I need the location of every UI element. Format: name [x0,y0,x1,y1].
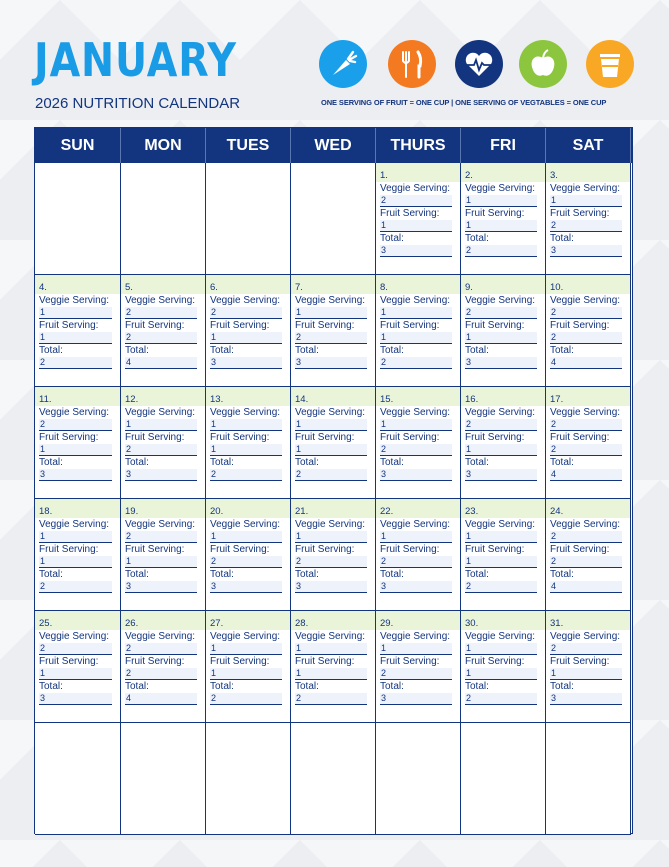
fruit-label: Fruit Serving: [295,544,355,555]
total-value[interactable]: 2 [39,357,112,369]
veggie-label: Veggie Serving: [295,519,366,530]
veggie-label: Veggie Serving: [465,295,536,306]
fruit-value[interactable]: 1 [380,332,452,344]
total-label: Total: [295,569,319,580]
day-cell [546,163,631,275]
total-label: Total: [465,457,489,468]
total-value[interactable]: 2 [210,469,282,481]
day-number: 2. [461,163,545,182]
veggie-value[interactable]: 1 [380,307,452,319]
veggie-value[interactable]: 1 [465,643,537,655]
fruit-label: Fruit Serving: [39,320,99,331]
fruit-label: Fruit Serving: [295,320,355,331]
fruit-value[interactable]: 2 [295,332,367,344]
total-value[interactable]: 3 [125,581,197,593]
veggie-label: Veggie Serving: [125,519,196,530]
day-cell [461,275,546,387]
weekday-sun: SUN [35,128,121,163]
total-label: Total: [380,345,404,356]
total-value[interactable]: 3 [550,245,622,257]
total-value[interactable]: 4 [550,469,622,481]
total-label: Total: [210,681,234,692]
empty-day-cell [121,723,206,835]
veggie-value[interactable]: 2 [550,307,622,319]
total-label: Total: [380,457,404,468]
total-value[interactable]: 3 [380,469,452,481]
day-number: 17. [546,387,630,406]
day-number: 1. [376,163,460,182]
total-value[interactable]: 3 [295,581,367,593]
empty-day-cell [376,723,461,835]
total-label: Total: [210,569,234,580]
fruit-value[interactable]: 1 [39,668,112,680]
total-label: Total: [550,345,574,356]
fruit-label: Fruit Serving: [125,320,185,331]
fruit-value[interactable]: 2 [550,444,622,456]
total-value[interactable]: 3 [465,469,537,481]
fruit-value[interactable]: 1 [210,668,282,680]
veggie-value[interactable]: 1 [380,643,452,655]
fruit-value[interactable]: 1 [465,332,537,344]
veggie-value[interactable]: 1 [380,419,452,431]
fruit-value[interactable]: 2 [125,444,197,456]
total-value[interactable]: 3 [295,357,367,369]
total-value[interactable]: 4 [125,693,197,705]
day-number: 31. [546,611,630,630]
total-label: Total: [125,345,149,356]
veggie-value[interactable]: 2 [550,419,622,431]
day-cell [206,387,291,499]
veggie-value[interactable]: 1 [210,531,282,543]
fruit-value[interactable]: 2 [550,220,622,232]
fruit-label: Fruit Serving: [550,208,610,219]
veggie-label: Veggie Serving: [39,519,110,530]
fruit-value[interactable]: 1 [465,220,537,232]
day-cell [546,275,631,387]
veggie-value[interactable]: 1 [295,419,367,431]
total-value[interactable]: 3 [39,693,112,705]
empty-day-cell [121,163,206,275]
fruit-value[interactable]: 1 [295,444,367,456]
weekday-mon: MON [121,128,206,163]
fruit-label: Fruit Serving: [125,544,185,555]
fruit-value[interactable]: 1 [465,556,537,568]
veggie-label: Veggie Serving: [380,183,451,194]
day-cell [291,611,376,723]
veggie-label: Veggie Serving: [125,407,196,418]
total-label: Total: [380,569,404,580]
day-cell [461,387,546,499]
total-value[interactable]: 3 [380,245,452,257]
total-label: Total: [465,345,489,356]
weekday-header [35,128,632,163]
veggie-label: Veggie Serving: [39,631,110,642]
day-cell [206,499,291,611]
fruit-label: Fruit Serving: [380,656,440,667]
veggie-label: Veggie Serving: [210,631,281,642]
day-cell [35,275,121,387]
veggie-label: Veggie Serving: [550,295,621,306]
total-value[interactable]: 4 [550,581,622,593]
fruit-label: Fruit Serving: [465,544,525,555]
veggie-label: Veggie Serving: [39,407,110,418]
veggie-value[interactable]: 2 [125,643,197,655]
veggie-value[interactable]: 1 [39,531,112,543]
fruit-label: Fruit Serving: [380,320,440,331]
total-label: Total: [39,457,63,468]
total-label: Total: [550,569,574,580]
veggie-value[interactable]: 1 [380,531,452,543]
veggie-label: Veggie Serving: [465,407,536,418]
total-label: Total: [295,345,319,356]
total-value[interactable]: 3 [39,469,112,481]
serving-note: ONE SERVING OF FRUIT = ONE CUP | ONE SERVING OF VEGTABLES = ONE CUP [321,98,607,107]
veggie-value[interactable]: 1 [295,531,367,543]
day-number: 7. [291,275,375,294]
empty-day-cell [461,723,546,835]
fruit-value[interactable]: 2 [380,444,452,456]
veggie-label: Veggie Serving: [465,183,536,194]
veggie-label: Veggie Serving: [380,631,451,642]
veggie-value[interactable]: 1 [295,307,367,319]
fruit-value[interactable]: 2 [550,332,622,344]
veggie-label: Veggie Serving: [550,631,621,642]
total-label: Total: [550,457,574,468]
veggie-value[interactable]: 1 [210,643,282,655]
total-value[interactable]: 3 [380,693,452,705]
day-number: 27. [206,611,290,630]
day-number: 6. [206,275,290,294]
total-label: Total: [380,233,404,244]
total-label: Total: [210,345,234,356]
veggie-label: Veggie Serving: [380,295,451,306]
fruit-value[interactable]: 1 [39,332,112,344]
day-number: 3. [546,163,630,182]
empty-day-cell [35,723,121,835]
veggie-value[interactable]: 2 [125,307,197,319]
veggie-label: Veggie Serving: [295,407,366,418]
veggie-value[interactable]: 1 [550,195,622,207]
day-number: 14. [291,387,375,406]
fruit-label: Fruit Serving: [550,432,610,443]
total-label: Total: [380,681,404,692]
fruit-value[interactable]: 2 [380,556,452,568]
veggie-label: Veggie Serving: [295,295,366,306]
fruit-value[interactable]: 1 [465,668,537,680]
total-value[interactable]: 3 [550,693,622,705]
empty-day-cell [546,723,631,835]
total-label: Total: [295,457,319,468]
veggie-value[interactable]: 2 [550,531,622,543]
empty-day-cell [291,723,376,835]
day-cell [376,387,461,499]
veggie-label: Veggie Serving: [39,295,110,306]
empty-day-cell [35,163,121,275]
day-number: 10. [546,275,630,294]
fruit-value[interactable]: 2 [380,668,452,680]
veggie-label: Veggie Serving: [380,407,451,418]
veggie-value[interactable]: 2 [465,419,537,431]
total-label: Total: [39,681,63,692]
fruit-value[interactable]: 1 [295,668,367,680]
veggie-value[interactable]: 1 [39,307,112,319]
veggie-label: Veggie Serving: [550,407,621,418]
day-number: 23. [461,499,545,518]
weekday-fri: FRI [461,128,546,163]
fruit-label: Fruit Serving: [39,432,99,443]
veggie-value[interactable]: 1 [210,419,282,431]
empty-day-cell [206,163,291,275]
total-label: Total: [465,233,489,244]
fruit-label: Fruit Serving: [380,432,440,443]
day-number: 13. [206,387,290,406]
empty-day-cell [291,163,376,275]
fruit-label: Fruit Serving: [125,656,185,667]
weekday-tues: TUES [206,128,291,163]
total-label: Total: [550,681,574,692]
day-number: 20. [206,499,290,518]
fruit-value[interactable]: 2 [295,556,367,568]
empty-day-cell [206,723,291,835]
fruit-label: Fruit Serving: [210,320,270,331]
fruit-label: Fruit Serving: [550,656,610,667]
apple-icon [519,40,567,88]
day-number: 15. [376,387,460,406]
veggie-value[interactable]: 2 [465,307,537,319]
day-cell [291,275,376,387]
weekday-sat: SAT [546,128,631,163]
veggie-value[interactable]: 1 [465,195,537,207]
day-number: 11. [35,387,120,406]
veggie-value[interactable]: 2 [550,643,622,655]
veggie-label: Veggie Serving: [465,631,536,642]
day-number: 29. [376,611,460,630]
total-value[interactable]: 2 [465,581,537,593]
fruit-label: Fruit Serving: [465,320,525,331]
day-cell [546,611,631,723]
fruit-label: Fruit Serving: [465,208,525,219]
veggie-label: Veggie Serving: [295,631,366,642]
total-value[interactable]: 2 [39,581,112,593]
day-cell [461,499,546,611]
day-number: 12. [121,387,205,406]
fruit-value[interactable]: 1 [39,444,112,456]
fruit-value[interactable]: 1 [125,556,197,568]
fruit-value[interactable]: 2 [210,556,282,568]
fruit-value[interactable]: 1 [210,444,282,456]
total-label: Total: [39,345,63,356]
fruit-label: Fruit Serving: [465,432,525,443]
day-cell [461,163,546,275]
day-number: 22. [376,499,460,518]
total-label: Total: [465,569,489,580]
day-number: 24. [546,499,630,518]
veggie-label: Veggie Serving: [550,519,621,530]
total-label: Total: [210,457,234,468]
icon-row [319,40,634,90]
day-number: 21. [291,499,375,518]
fruit-label: Fruit Serving: [210,656,270,667]
day-cell [376,611,461,723]
calendar-subtitle: 2026 NUTRITION CALENDAR [35,95,241,112]
total-label: Total: [125,569,149,580]
day-number: 30. [461,611,545,630]
veggie-label: Veggie Serving: [380,519,451,530]
fruit-value[interactable]: 1 [465,444,537,456]
fruit-value[interactable]: 2 [125,668,197,680]
fruit-label: Fruit Serving: [550,320,610,331]
fruit-label: Fruit Serving: [125,432,185,443]
day-cell [376,275,461,387]
total-value[interactable]: 3 [125,469,197,481]
total-value[interactable]: 2 [295,693,367,705]
total-value[interactable]: 2 [465,245,537,257]
total-value[interactable]: 4 [550,357,622,369]
total-value[interactable]: 2 [380,357,452,369]
total-label: Total: [125,681,149,692]
day-cell [376,163,461,275]
veggie-label: Veggie Serving: [465,519,536,530]
fruit-value[interactable]: 1 [550,668,622,680]
weekday-wed: WED [291,128,376,163]
total-label: Total: [550,233,574,244]
veggie-label: Veggie Serving: [210,407,281,418]
day-cell [35,611,121,723]
day-cell [121,275,206,387]
day-cell [121,611,206,723]
day-number: 9. [461,275,545,294]
fruit-label: Fruit Serving: [210,432,270,443]
veggie-label: Veggie Serving: [125,631,196,642]
weekday-thurs: THURS [376,128,461,163]
fruit-value[interactable]: 2 [125,332,197,344]
day-cell [291,387,376,499]
day-cell [546,499,631,611]
day-cell [35,387,121,499]
day-cell [291,499,376,611]
fruit-label: Fruit Serving: [380,208,440,219]
fruit-value[interactable]: 1 [380,220,452,232]
day-number: 26. [121,611,205,630]
veggie-label: Veggie Serving: [125,295,196,306]
total-value[interactable]: 2 [295,469,367,481]
fruit-label: Fruit Serving: [39,656,99,667]
day-cell [376,499,461,611]
veggie-value[interactable]: 2 [380,195,452,207]
day-number: 4. [35,275,120,294]
total-value[interactable]: 3 [210,357,282,369]
veggie-value[interactable]: 2 [125,531,197,543]
day-number: 18. [35,499,120,518]
fruit-value[interactable]: 1 [39,556,112,568]
veggie-label: Veggie Serving: [550,183,621,194]
total-value[interactable]: 4 [125,357,197,369]
veggie-value[interactable]: 1 [465,531,537,543]
total-label: Total: [465,681,489,692]
calendar-grid [34,127,633,834]
total-value[interactable]: 3 [465,357,537,369]
day-number: 28. [291,611,375,630]
total-value[interactable]: 2 [210,693,282,705]
veggie-value[interactable]: 2 [210,307,282,319]
day-number: 16. [461,387,545,406]
day-cell [121,387,206,499]
fork-knife-icon [388,40,436,88]
veggie-label: Veggie Serving: [210,519,281,530]
fruit-value[interactable]: 2 [550,556,622,568]
fruit-label: Fruit Serving: [210,544,270,555]
day-cell [121,499,206,611]
veggie-value[interactable]: 1 [295,643,367,655]
total-value[interactable]: 3 [210,581,282,593]
veggie-value[interactable]: 2 [39,419,112,431]
veggie-value[interactable]: 1 [125,419,197,431]
month-title: JANUARY [34,33,237,87]
day-cell [461,611,546,723]
cup-icon [586,40,634,88]
total-label: Total: [39,569,63,580]
fruit-label: Fruit Serving: [295,656,355,667]
day-cell [35,499,121,611]
fruit-label: Fruit Serving: [39,544,99,555]
heart-pulse-icon [455,40,503,88]
day-number: 5. [121,275,205,294]
day-cell [206,275,291,387]
fruit-label: Fruit Serving: [465,656,525,667]
total-value[interactable]: 3 [380,581,452,593]
total-value[interactable]: 2 [465,693,537,705]
veggie-label: Veggie Serving: [210,295,281,306]
day-number: 19. [121,499,205,518]
veggie-value[interactable]: 2 [39,643,112,655]
day-cell [546,387,631,499]
fruit-label: Fruit Serving: [380,544,440,555]
fruit-label: Fruit Serving: [295,432,355,443]
day-cell [206,611,291,723]
day-number: 8. [376,275,460,294]
total-label: Total: [125,457,149,468]
day-number: 25. [35,611,120,630]
fruit-value[interactable]: 1 [210,332,282,344]
fruit-label: Fruit Serving: [550,544,610,555]
total-label: Total: [295,681,319,692]
carrot-icon [319,40,367,88]
